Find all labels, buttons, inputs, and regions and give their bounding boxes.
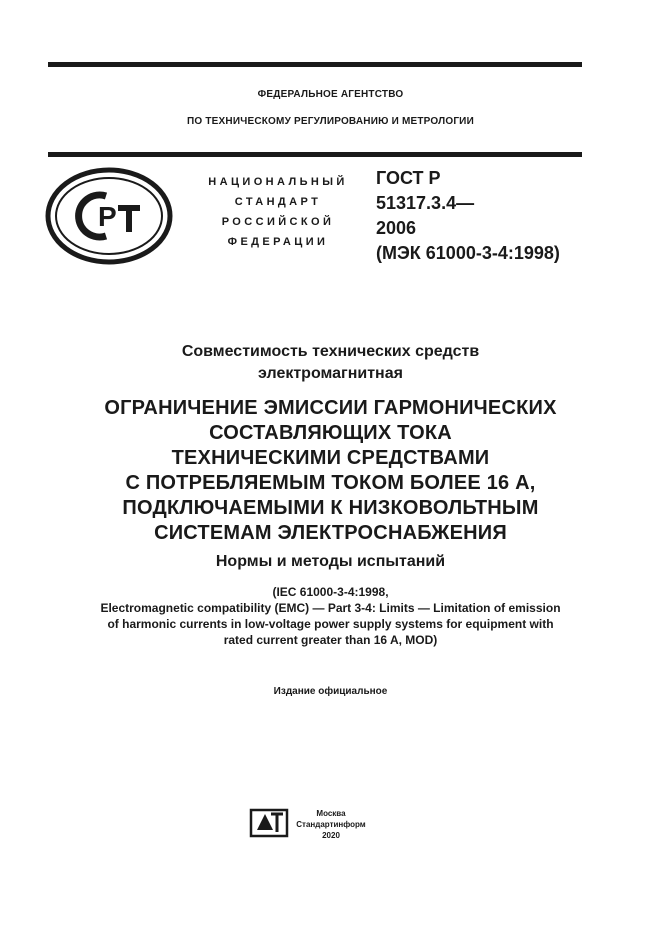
national-standard-line-3: РОССИЙСКОЙ	[221, 216, 335, 228]
publisher-name: Стандартинформ	[296, 820, 366, 829]
iec-reference	[0, 584, 661, 648]
top-rule	[48, 62, 582, 67]
gost-line-4: (МЭК 61000-3-4:1998)	[376, 243, 560, 263]
gost-designation	[376, 166, 560, 266]
national-standard-line-1: НАЦИОНАЛЬНЫЙ	[208, 176, 348, 188]
gost-line-1: ГОСТ Р	[376, 168, 441, 188]
standartinform-logo-icon	[249, 808, 289, 838]
norms-heading: Нормы и методы испытаний	[215, 553, 446, 570]
title-line-1: ОГРАНИЧЕНИЕ ЭМИССИИ ГАРМОНИЧЕСКИХ	[104, 397, 557, 419]
rst-logo-icon	[44, 166, 174, 266]
document-subtitle	[0, 341, 661, 385]
subtitle-line-2: электромагнитная	[258, 365, 403, 382]
publisher-block	[291, 808, 371, 841]
publisher-city: Москва	[316, 809, 346, 818]
gost-line-2: 51317.3.4—	[376, 193, 475, 213]
national-standard-label	[188, 172, 368, 252]
middle-rule	[48, 152, 582, 157]
official-edition-label: Издание официальное	[273, 686, 388, 697]
title-line-4: С ПОТРЕБЛЯЕМЫМ ТОКОМ БОЛЕЕ 16 А,	[125, 472, 536, 494]
title-line-6: СИСТЕМАМ ЭЛЕКТРОСНАБЖЕНИЯ	[154, 522, 507, 544]
publisher-year: 2020	[322, 831, 340, 840]
title-line-2: СОСТАВЛЯЮЩИХ ТОКА	[209, 422, 452, 444]
agency-line-1: ФЕДЕРАЛЬНОЕ АГЕНТСТВО	[257, 89, 404, 100]
document-title	[0, 396, 661, 546]
iec-line-4: rated current greater than 16 A, MOD)	[223, 633, 438, 647]
gost-line-3: 2006	[376, 218, 417, 238]
title-line-3: ТЕХНИЧЕСКИМИ СРЕДСТВАМИ	[171, 447, 490, 469]
iec-line-1: (IEC 61000-3-4:1998,	[272, 585, 389, 599]
title-line-5: ПОДКЛЮЧАЕМЫМИ К НИЗКОВОЛЬТНЫМ	[122, 497, 539, 519]
agency-line-2: ПО ТЕХНИЧЕСКОМУ РЕГУЛИРОВАНИЮ И МЕТРОЛОГИИ	[187, 116, 474, 127]
svg-text:Р: Р	[98, 201, 117, 232]
subtitle-line-1: Совместимость технических средств	[181, 343, 480, 360]
iec-line-2: Electromagnetic compatibility (EMC) — Part 3-4: Limits — Limitation of emission	[100, 601, 561, 615]
national-standard-line-4: ФЕДЕРАЦИИ	[227, 236, 329, 248]
national-standard-line-2: СТАНДАРТ	[234, 196, 322, 208]
iec-line-3: of harmonic currents in low-voltage power supply systems for equipment with	[107, 617, 554, 631]
